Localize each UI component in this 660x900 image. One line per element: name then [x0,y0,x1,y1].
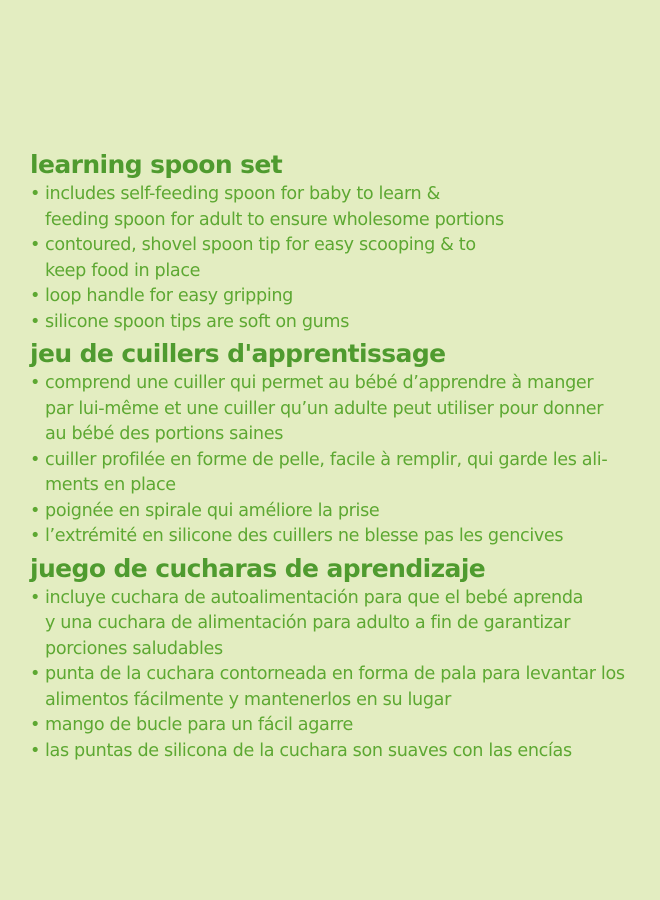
list-item-text: mango de bucle para un fácil agarre [45,715,354,735]
bullet-icon: • [30,526,41,546]
list-item [30,739,640,765]
list-item [30,662,640,713]
list-item [30,713,640,739]
list-item [30,284,640,310]
list-item-text: loop handle for easy gripping [45,286,293,306]
bullet-icon: • [30,373,41,393]
bullet-icon: • [30,184,41,204]
bullet-icon: • [30,311,41,332]
list-item-text: silicone spoon tips are soft on gums [45,311,350,332]
list-item-text: includes self-feeding spoon for baby to learn & feeding spoon for adult to ensure wholesome portions [45,184,504,230]
list-item-text: incluye cuchara de autoalimentación para que el bebé aprenda y una cuchara de alimentación para adulto a fin de garantizar porciones saludables [45,587,584,659]
bullet-icon: • [30,235,41,255]
section-french [30,337,640,550]
list-item-text: l’extrémité en silicone des cuillers ne blesse pas les gencives [45,526,564,546]
bullet-icon: • [30,715,41,735]
list-item [30,524,640,550]
list-item-text: punta de la cuchara contorneada en forma de pala para levantar los alimentos fácilmente y mantenerlos en su lugar [45,664,625,710]
list-item [30,182,640,233]
list-item-text: las puntas de silicona de la cuchara son suaves con las encías [45,740,572,761]
list-item [30,448,640,499]
list-item-text: cuiller profilée en forme de pelle, facile à remplir, qui garde les ali- ments en place [45,449,608,495]
bullet-icon: • [30,500,41,521]
list-item-text: contoured, shovel spoon tip for easy scooping & to keep food in place [45,235,476,281]
feature-list-content [30,148,640,764]
bullet-list-french [30,371,640,550]
section-english [30,148,640,335]
bullet-icon: • [30,664,41,684]
section-spanish [30,552,640,765]
list-item [30,586,640,663]
section-heading-spanish: juego de cucharas de aprendizaje [30,553,486,583]
section-heading-english: learning spoon set [30,150,283,179]
list-item [30,371,640,448]
list-item [30,310,640,336]
list-item-text: comprend une cuiller qui permet au bébé d’apprendre à manger par lui-même et une cuiller qu’un adulte peut utiliser pour donner au bébé des portions saines [45,373,604,444]
list-item [30,499,640,525]
bullet-icon: • [30,740,41,761]
bullet-icon: • [30,587,41,608]
bullet-list-spanish [30,586,640,765]
section-heading-french: jeu de cuillers d'apprentissage [30,339,446,368]
bullet-icon: • [30,449,41,470]
bullet-list-english [30,182,640,335]
list-item-text: poignée en spirale qui améliore la prise [45,500,380,521]
bullet-icon: • [30,286,41,306]
list-item [30,233,640,284]
